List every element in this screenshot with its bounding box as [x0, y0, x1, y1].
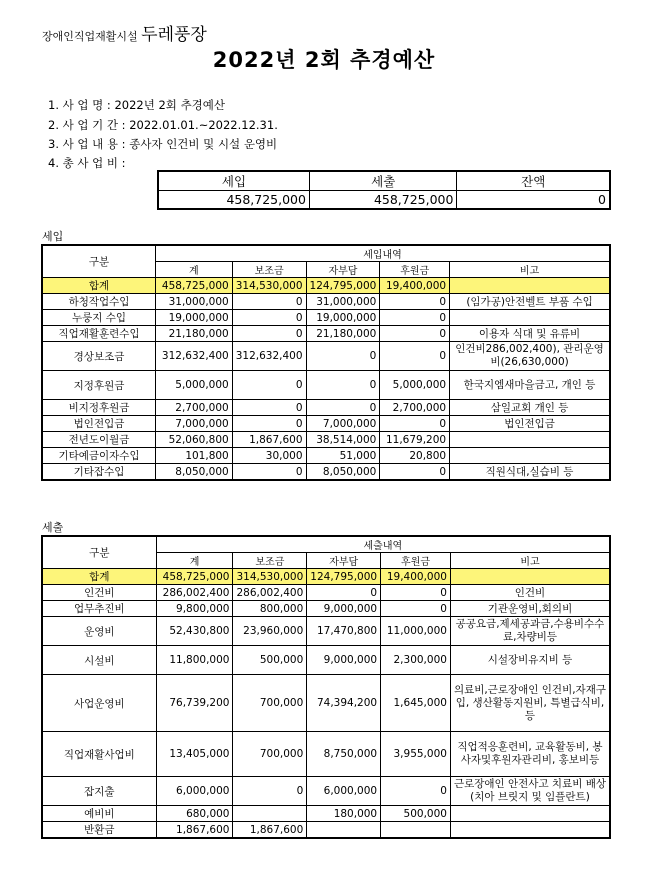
cell-subsidy: 800,000	[233, 601, 307, 617]
expense-header-category: 구분	[42, 536, 156, 569]
cell-note: 직원식대,실습비 등	[450, 464, 610, 481]
cell-note: 의료비,근로장애인 인건비,자재구입, 생산활동지원비, 특별급식비,등	[450, 675, 610, 732]
row-name: 사업운영비	[42, 675, 156, 732]
cell-note: 기관운영비,회의비	[450, 601, 610, 617]
table-row	[42, 342, 610, 371]
cell-subsidy: 0	[232, 326, 306, 342]
cell-subsidy: 30,000	[232, 448, 306, 464]
cell-subsidy: 0	[233, 777, 307, 806]
cell-subsidy: 0	[232, 400, 306, 416]
summary-value-income: 458,725,000	[158, 191, 309, 210]
cell-note: 직업적응훈련비, 교육활동비, 봉사자및후원자관리비, 홍보비등	[450, 732, 610, 777]
cell-total: 52,060,800	[156, 432, 233, 448]
cell-self: 19,000,000	[306, 310, 380, 326]
cell-subsidy: 0	[232, 464, 306, 481]
table-row	[42, 310, 610, 326]
table-row	[42, 732, 610, 777]
cell-subsidy: 314,530,000	[233, 569, 307, 585]
cell-note: 시설장비유지비 등	[450, 646, 610, 675]
row-name: 인건비	[42, 585, 156, 601]
cell-total: 5,000,000	[156, 371, 233, 400]
info-line-1: 1. 사 업 명 : 2022년 2회 추경예산	[48, 98, 225, 112]
cell-self: 124,795,000	[307, 569, 381, 585]
summary-table	[157, 170, 611, 210]
cell-sponsor: 0	[380, 342, 450, 371]
row-name: 전년도이월금	[42, 432, 156, 448]
row-name: 직업재활훈련수입	[42, 326, 156, 342]
cell-subsidy: 0	[232, 294, 306, 310]
cell-subsidy: 0	[232, 310, 306, 326]
info-line-2: 2. 사 업 기 간 : 2022.01.01.~2022.12.31.	[48, 118, 278, 132]
cell-note	[450, 822, 610, 839]
cell-sponsor: 5,000,000	[380, 371, 450, 400]
cell-note: 삼일교회 개인 등	[450, 400, 610, 416]
cell-self: 31,000,000	[306, 294, 380, 310]
cell-sponsor: 0	[380, 310, 450, 326]
cell-note: 인건비286,002,400), 관리운영비(26,630,000)	[450, 342, 610, 371]
income-section-label: 세입	[42, 230, 64, 243]
cell-total: 52,430,800	[156, 617, 233, 646]
cell-subsidy: 23,960,000	[233, 617, 307, 646]
cell-sponsor: 0	[381, 585, 451, 601]
cell-subsidy	[233, 806, 307, 822]
cell-self: 7,000,000	[306, 416, 380, 432]
cell-sponsor: 500,000	[381, 806, 451, 822]
cell-note: (임가공)안전벨트 부품 수입	[450, 294, 610, 310]
cell-sponsor: 11,000,000	[381, 617, 451, 646]
cell-self: 0	[306, 342, 380, 371]
cell-total: 458,725,000	[156, 278, 233, 294]
cell-sponsor: 2,300,000	[381, 646, 451, 675]
expense-row-total	[42, 569, 610, 585]
income-header-total: 계	[156, 262, 233, 278]
cell-note	[450, 432, 610, 448]
cell-subsidy: 286,002,400	[233, 585, 307, 601]
cell-sponsor: 2,700,000	[380, 400, 450, 416]
row-name: 합계	[42, 278, 156, 294]
cell-sponsor: 0	[380, 326, 450, 342]
table-row	[42, 646, 610, 675]
cell-total: 6,000,000	[156, 777, 233, 806]
income-header-subsidy: 보조금	[232, 262, 306, 278]
table-row	[42, 448, 610, 464]
expense-header-subsidy: 보조금	[233, 553, 307, 569]
info-line-4: 4. 총 사 업 비 :	[48, 156, 126, 170]
cell-self: 8,050,000	[306, 464, 380, 481]
cell-sponsor: 11,679,200	[380, 432, 450, 448]
row-name: 시설비	[42, 646, 156, 675]
table-row	[42, 617, 610, 646]
cell-note	[450, 278, 610, 294]
cell-self	[307, 822, 381, 839]
cell-self: 74,394,200	[307, 675, 381, 732]
cell-note: 법인전입금	[450, 416, 610, 432]
row-name: 경상보조금	[42, 342, 156, 371]
cell-note	[450, 569, 610, 585]
cell-total: 76,739,200	[156, 675, 233, 732]
cell-subsidy: 1,867,600	[233, 822, 307, 839]
cell-sponsor: 0	[380, 294, 450, 310]
cell-total: 286,002,400	[156, 585, 233, 601]
cell-self: 17,470,800	[307, 617, 381, 646]
cell-self: 6,000,000	[307, 777, 381, 806]
table-row	[42, 371, 610, 400]
expense-table	[41, 535, 611, 839]
cell-note: 근로장애인 안전사고 치료비 배상(치아 브릿지 및 임플란트)	[450, 777, 610, 806]
org-header	[42, 20, 207, 45]
cell-subsidy: 700,000	[233, 675, 307, 732]
cell-total: 458,725,000	[156, 569, 233, 585]
cell-total: 31,000,000	[156, 294, 233, 310]
cell-sponsor: 1,645,000	[381, 675, 451, 732]
cell-sponsor: 0	[381, 601, 451, 617]
expense-header-total: 계	[156, 553, 233, 569]
cell-self: 0	[306, 400, 380, 416]
row-name: 직업재활사업비	[42, 732, 156, 777]
cell-self: 38,514,000	[306, 432, 380, 448]
row-name: 예비비	[42, 806, 156, 822]
cell-total: 8,050,000	[156, 464, 233, 481]
table-row	[42, 400, 610, 416]
cell-total: 312,632,400	[156, 342, 233, 371]
row-name: 기타예금이자수입	[42, 448, 156, 464]
cell-sponsor: 0	[381, 777, 451, 806]
cell-sponsor: 19,400,000	[381, 569, 451, 585]
row-name: 잡지출	[42, 777, 156, 806]
cell-subsidy: 312,632,400	[232, 342, 306, 371]
row-name: 지정후원금	[42, 371, 156, 400]
info-line-3: 3. 사 업 내 용 : 종사자 인건비 및 시설 운영비	[48, 137, 278, 151]
cell-total: 1,867,600	[156, 822, 233, 839]
cell-self: 8,750,000	[307, 732, 381, 777]
summary-header-balance: 잔액	[457, 171, 610, 191]
cell-sponsor: 0	[380, 464, 450, 481]
cell-total: 21,180,000	[156, 326, 233, 342]
cell-total: 2,700,000	[156, 400, 233, 416]
table-row	[42, 326, 610, 342]
income-header-sponsor: 후원금	[380, 262, 450, 278]
cell-sponsor: 0	[380, 416, 450, 432]
cell-note	[450, 310, 610, 326]
expense-header-group: 세출내역	[156, 536, 610, 553]
cell-note	[450, 448, 610, 464]
income-header-category: 구분	[42, 245, 156, 278]
summary-value-expense: 458,725,000	[309, 191, 457, 210]
table-row	[42, 822, 610, 839]
cell-total: 13,405,000	[156, 732, 233, 777]
income-header-group: 세입내역	[156, 245, 610, 262]
expense-section-label: 세출	[42, 521, 64, 534]
cell-note: 인건비	[450, 585, 610, 601]
cell-total: 101,800	[156, 448, 233, 464]
table-row	[42, 777, 610, 806]
table-row	[42, 464, 610, 481]
cell-total: 11,800,000	[156, 646, 233, 675]
cell-self: 9,000,000	[307, 646, 381, 675]
cell-sponsor: 19,400,000	[380, 278, 450, 294]
cell-self: 51,000	[306, 448, 380, 464]
income-row-total	[42, 278, 610, 294]
table-row	[42, 806, 610, 822]
page-title: 2022년 2회 추경예산	[212, 48, 436, 72]
income-header-self: 자부담	[306, 262, 380, 278]
summary-header-expense: 세출	[309, 171, 457, 191]
cell-subsidy: 500,000	[233, 646, 307, 675]
cell-subsidy: 0	[232, 416, 306, 432]
row-name: 합계	[42, 569, 156, 585]
row-name: 기타잡수입	[42, 464, 156, 481]
cell-self: 124,795,000	[306, 278, 380, 294]
cell-note	[450, 806, 610, 822]
expense-header-self: 자부담	[307, 553, 381, 569]
table-row	[42, 585, 610, 601]
cell-subsidy: 314,530,000	[232, 278, 306, 294]
table-row	[42, 294, 610, 310]
row-name: 업무추진비	[42, 601, 156, 617]
cell-subsidy: 1,867,600	[232, 432, 306, 448]
cell-sponsor: 3,955,000	[381, 732, 451, 777]
cell-self: 0	[306, 371, 380, 400]
row-name: 비지정후원금	[42, 400, 156, 416]
cell-total: 19,000,000	[156, 310, 233, 326]
expense-header-note: 비고	[450, 553, 610, 569]
row-name: 운영비	[42, 617, 156, 646]
cell-sponsor	[381, 822, 451, 839]
cell-note: 한국지엠새마을금고, 개인 등	[450, 371, 610, 400]
cell-total: 9,800,000	[156, 601, 233, 617]
cell-self: 9,000,000	[307, 601, 381, 617]
cell-note: 이용자 식대 및 유류비	[450, 326, 610, 342]
cell-sponsor: 20,800	[380, 448, 450, 464]
cell-total: 7,000,000	[156, 416, 233, 432]
cell-self: 21,180,000	[306, 326, 380, 342]
row-name: 하청작업수입	[42, 294, 156, 310]
income-header-note: 비고	[450, 262, 610, 278]
org-name: 두레풍장	[141, 25, 207, 45]
summary-value-balance: 0	[457, 191, 610, 210]
cell-note: 공공요금,제세공과금,수용비수수료,차량비등	[450, 617, 610, 646]
expense-header-sponsor: 후원금	[381, 553, 451, 569]
cell-subsidy: 700,000	[233, 732, 307, 777]
org-small-label: 장애인직업재활시설	[42, 30, 138, 43]
cell-self: 0	[307, 585, 381, 601]
row-name: 반환금	[42, 822, 156, 839]
cell-self: 180,000	[307, 806, 381, 822]
table-row	[42, 416, 610, 432]
table-row	[42, 601, 610, 617]
row-name: 법인전입금	[42, 416, 156, 432]
summary-header-income: 세입	[158, 171, 309, 191]
row-name: 누룽지 수입	[42, 310, 156, 326]
income-table	[41, 244, 611, 481]
cell-total: 680,000	[156, 806, 233, 822]
table-row	[42, 675, 610, 732]
cell-subsidy: 0	[232, 371, 306, 400]
table-row	[42, 432, 610, 448]
